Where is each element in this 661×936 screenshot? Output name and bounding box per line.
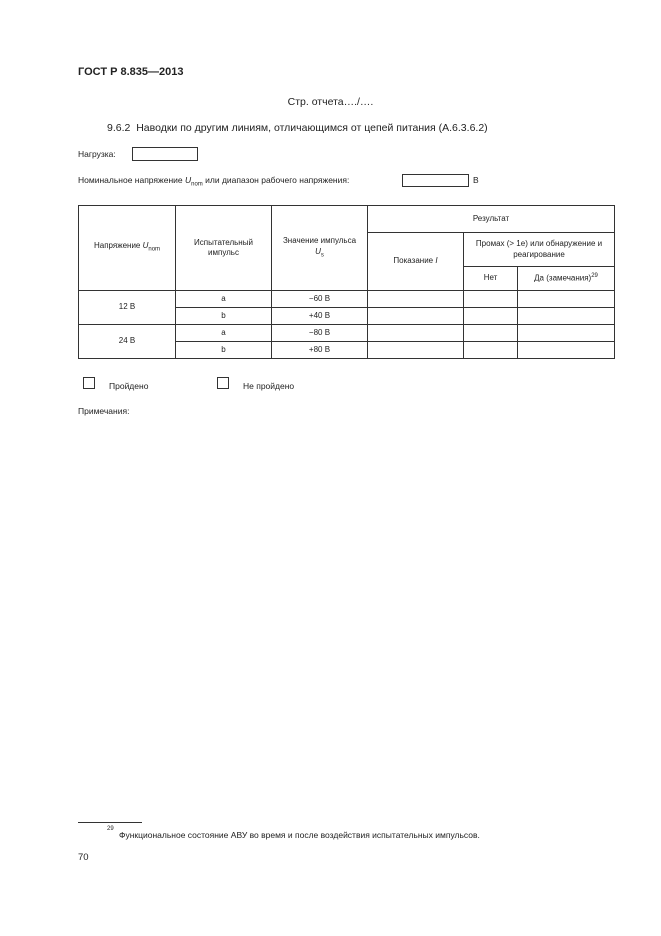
page-number: 70 (78, 852, 89, 863)
reading-cell[interactable] (368, 291, 464, 308)
notes-label: Примечания: (78, 406, 130, 416)
header-miss-detection: Промах (> 1e) или обнаружение и реагирование (464, 233, 615, 267)
yes-cell[interactable] (518, 325, 615, 342)
voltage-subscript: nom (191, 181, 203, 188)
section-number: 9.6.2 (107, 122, 131, 134)
results-table (78, 205, 615, 359)
voltage-cell: 12 В (79, 291, 176, 325)
value-cell: −60 В (272, 291, 368, 308)
section-title: Наводки по другим линиям, отличающимся от цепей питания (А.6.3.6.2) (136, 122, 488, 134)
voltage-cell: 24 В (79, 325, 176, 359)
voltage-field[interactable] (402, 174, 469, 187)
no-cell[interactable] (464, 325, 518, 342)
voltage-label (78, 175, 349, 188)
header-impulse-value: Значение импульса $U_s$ (272, 206, 368, 291)
section-heading (107, 122, 488, 134)
header-reading: Показание I (368, 233, 464, 291)
yes-cell[interactable] (518, 308, 615, 325)
reading-cell[interactable] (368, 325, 464, 342)
value-cell: −80 В (272, 325, 368, 342)
footnote-mark: 29 (107, 826, 114, 832)
no-cell[interactable] (464, 342, 518, 359)
value-cell: +40 В (272, 308, 368, 325)
header-no: Нет (464, 267, 518, 291)
header-result: Результат (368, 206, 615, 233)
passed-label: Пройдено (109, 381, 149, 391)
load-label: Нагрузка: (78, 149, 116, 159)
header-impulse: Испытательный импульс (176, 206, 272, 291)
table-row (79, 291, 615, 308)
reading-cell[interactable] (368, 308, 464, 325)
voltage-symbol: U (184, 175, 192, 185)
impulse-cell: a (176, 325, 272, 342)
no-cell[interactable] (464, 291, 518, 308)
voltage-label-pre: Номинальное напряжение (78, 175, 185, 185)
load-field[interactable] (132, 147, 198, 161)
report-page-reference: Стр. отчета…./…. (287, 96, 374, 108)
impulse-cell: a (176, 291, 272, 308)
header-yes: Да (замечания)$^{29}$ (518, 267, 615, 291)
document-id: ГОСТ Р 8.835—2013 (78, 66, 184, 78)
reading-cell[interactable] (368, 342, 464, 359)
impulse-cell: b (176, 308, 272, 325)
failed-label: Не пройдено (243, 381, 295, 391)
yes-cell[interactable] (518, 291, 615, 308)
yes-cell[interactable] (518, 342, 615, 359)
passed-checkbox[interactable] (83, 377, 95, 389)
table-row (79, 325, 615, 342)
no-cell[interactable] (464, 308, 518, 325)
voltage-label-post: или диапазон рабочего напряжения: (202, 175, 350, 185)
failed-checkbox[interactable] (217, 377, 229, 389)
footnote-text: Функциональное состояние АВУ во время и после воздействия испытательных импульсов. (119, 830, 480, 840)
voltage-unit: В (473, 175, 479, 185)
footnote-divider (78, 822, 142, 823)
header-voltage: Напряжение $U_{nom}$ (79, 206, 176, 291)
impulse-cell: b (176, 342, 272, 359)
value-cell: +80 В (272, 342, 368, 359)
